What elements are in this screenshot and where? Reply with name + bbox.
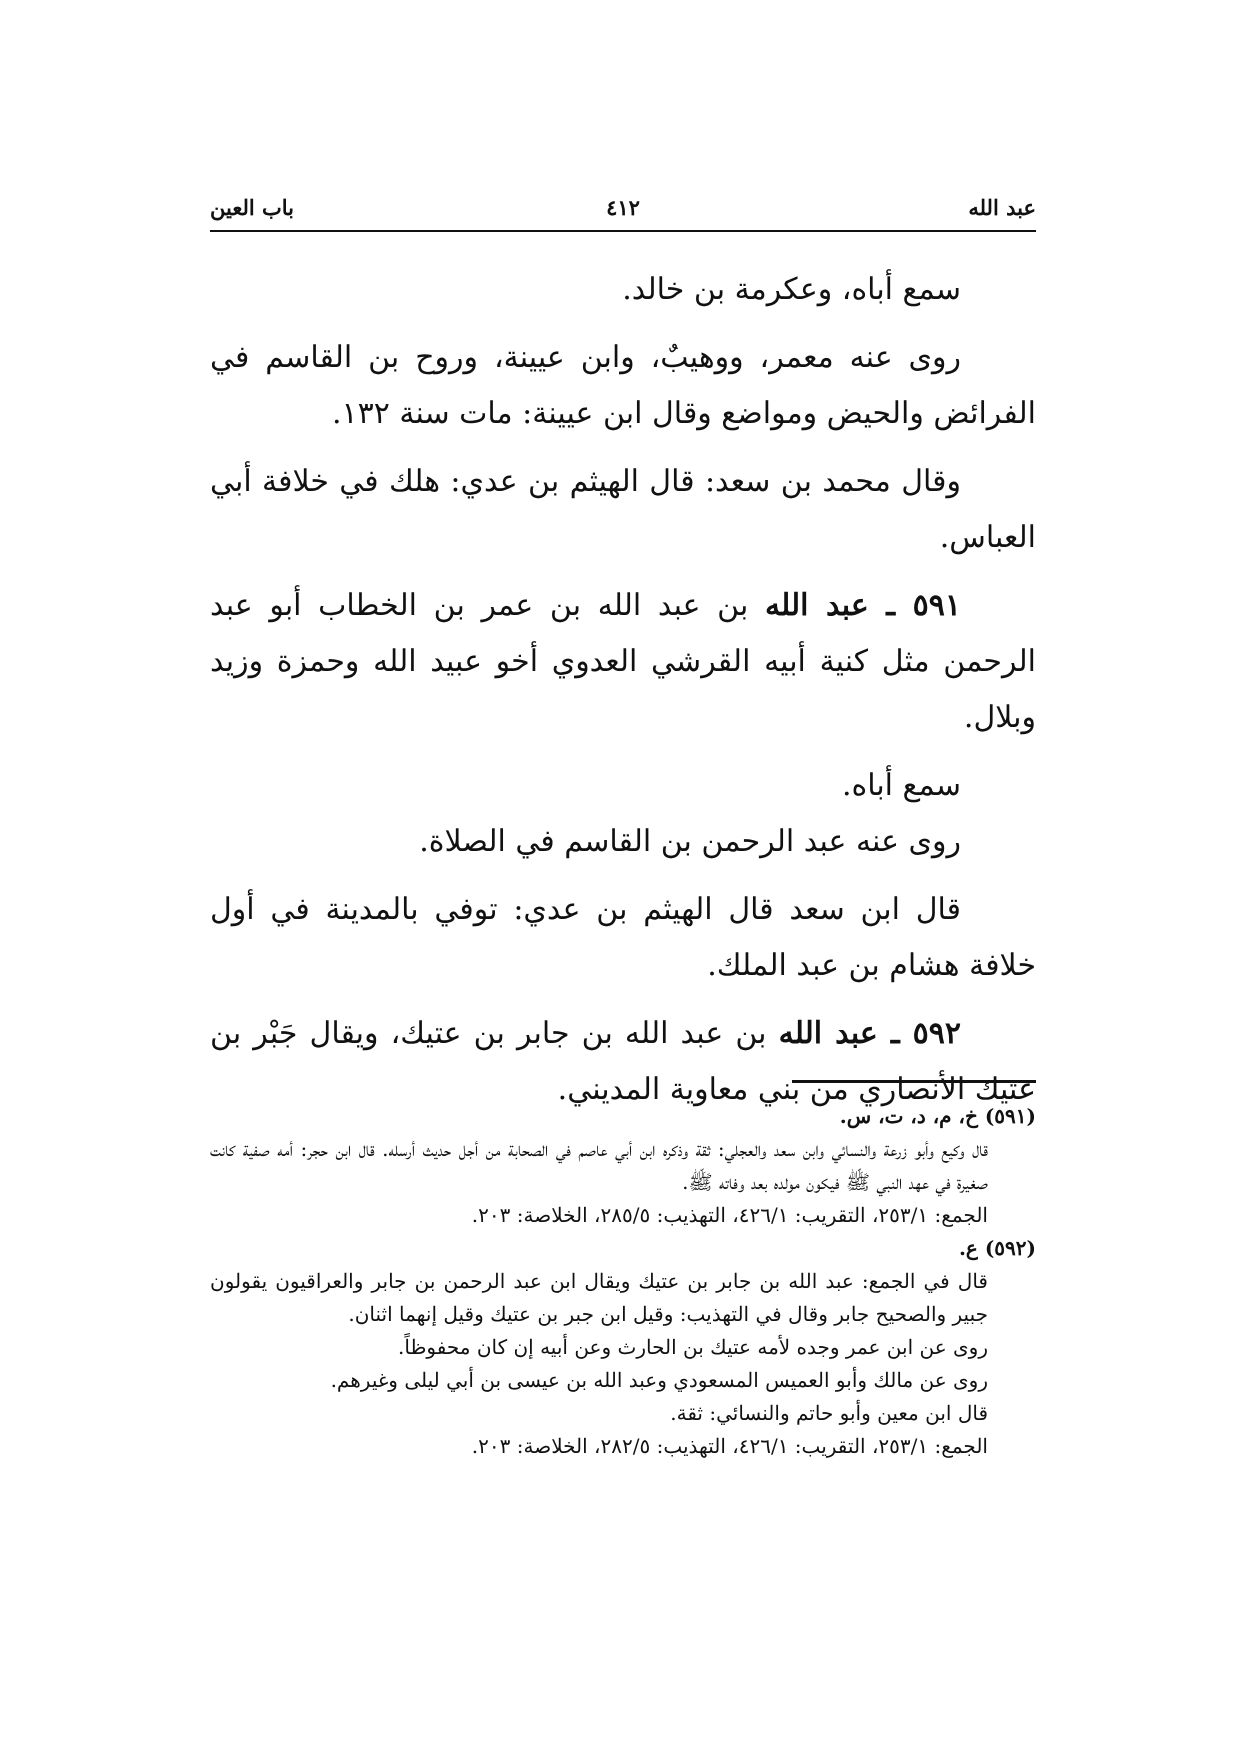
- footnote-line: الجمع: ٢٥٣/١، التقريب: ٤٢٦/١، التهذيب: ٢٨٥/٥، الخلاصة: ٢٠٣.: [471, 1203, 988, 1227]
- footnote-head-592: (٥٩٢) ع.: [958, 1236, 1036, 1260]
- paragraph: وقال محمد بن سعد: قال الهيثم بن عدي: هلك في خلافة أبي العباس.: [210, 464, 1036, 555]
- footnote-rule: [792, 1080, 1036, 1083]
- footnote-head-591: (٥٩١) خ، م، د، ت، س.: [839, 1104, 1036, 1128]
- paragraph: روى عنه عبد الرحمن بن القاسم في الصلاة.: [419, 824, 961, 859]
- entry-text: بن عبد الله بن عمر بن الخطاب أبو عبد الرحمن مثل كنية أبيه القرشي العدوي أخو عبيد الله وحمزة وزيد وبلال.: [210, 588, 1036, 735]
- paragraph: قال ابن سعد قال الهيثم بن عدي: توفي بالمدينة في أول خلافة هشام بن عبد الملك.: [210, 892, 1036, 983]
- paragraph: روى عنه معمر، ووهيبٌ، وابن عيينة، وروح بن القاسم في الفرائض والحيض ومواضع وقال ابن عيينة: مات سنة ١٣٢.: [210, 340, 1036, 431]
- footnote-line: الجمع: ٢٥٣/١، التقريب: ٤٢٦/١، التهذيب: ٢٨٢/٥، الخلاصة: ٢٠٣.: [471, 1434, 988, 1458]
- entry-591: [210, 578, 1036, 746]
- footnotes: [210, 1100, 1036, 1463]
- entry-text: بن عبد الله بن جابر بن عتيك، ويقال جَبْر بن عتيك الأنصاري من بني معاوية المديني.: [210, 1016, 1036, 1107]
- page-number: ٤١٢: [606, 195, 640, 220]
- page-header: [210, 190, 1036, 230]
- running-head-left: باب العين: [210, 195, 295, 220]
- header-rule: [210, 230, 1036, 232]
- footnote-line: قال في الجمع: عبد الله بن جابر بن عتيك ويقال ابن عبد الرحمن بن جابر والعراقيون يقولون جبير والصحيح جابر وقال في التهذيب: وقيل ابن جبر بن عتيك وقيل إنهما اثنان.: [210, 1269, 988, 1326]
- footnote-line: روى عن ابن عمر وجده لأمه عتيك بن الحارث وعن أبيه إن كان محفوظاً.: [398, 1335, 988, 1359]
- main-text: [210, 262, 1036, 1130]
- footnote-line: قال ابن معين وأبو حاتم والنسائي: ثقة.: [670, 1401, 988, 1425]
- paragraph: سمع أباه، وعكرمة بن خالد.: [622, 272, 961, 307]
- paragraph: سمع أباه.: [841, 768, 961, 803]
- footnote-line: قال وكيع وأبو زرعة والنسائي وابن سعد والعجلي: ثقة وذكره ابن أبي عاصم في الصحابة من أجل حديث أرسله. قال ابن حجر: أمه صفية كانت صغيرة في عهد النبي ﷺ فيكون مولده بعد وفاته ﷺ.: [210, 1137, 988, 1194]
- running-head-right: عبد الله: [968, 195, 1036, 220]
- entry-number: ٥٩١ ـ عبد الله: [765, 588, 961, 623]
- entry-number: ٥٩٢ ـ عبد الله: [778, 1016, 961, 1051]
- footnote-line: روى عن مالك وأبو العميس المسعودي وعبد الله بن عيسى بن أبي ليلى وغيرهم.: [330, 1368, 988, 1392]
